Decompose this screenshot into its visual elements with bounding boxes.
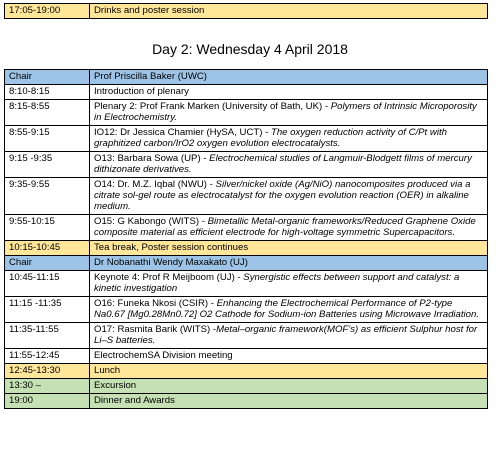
item-cell bbox=[90, 394, 488, 409]
time-cell: Chair bbox=[5, 256, 90, 271]
item-cell bbox=[90, 364, 488, 379]
time-cell: 13:30 – bbox=[5, 379, 90, 394]
item-cell bbox=[90, 323, 488, 349]
item-text: Dr Nobanathi Wendy Maxakato (UJ) bbox=[94, 257, 248, 268]
time-cell: 10:15-10:45 bbox=[5, 241, 90, 256]
item-cell bbox=[90, 85, 488, 100]
time-cell: 8:55-9:15 bbox=[5, 126, 90, 152]
schedule-row bbox=[5, 152, 488, 178]
item-text: O15: G Kabongo (WITS) - bbox=[94, 216, 208, 227]
item-text: Prof Priscilla Baker (UWC) bbox=[94, 71, 208, 82]
time-cell: 9:55-10:15 bbox=[5, 215, 90, 241]
item-cell bbox=[90, 215, 488, 241]
schedule-row bbox=[5, 100, 488, 126]
item-cell: Drinks and poster session bbox=[90, 4, 488, 19]
item-text: O16: Funeka Nkosi (CSIR) - bbox=[94, 298, 217, 309]
item-cell bbox=[90, 241, 488, 256]
schedule-row bbox=[5, 297, 488, 323]
schedule-row bbox=[5, 215, 488, 241]
time-cell: 17:05-19:00 bbox=[5, 4, 90, 19]
item-title: Polymers of Intrinsic Microporosity in Electrochemistry. bbox=[94, 101, 477, 123]
item-cell bbox=[90, 70, 488, 85]
item-cell bbox=[90, 152, 488, 178]
schedule-row bbox=[5, 85, 488, 100]
time-cell: 11:15 -11:35 bbox=[5, 297, 90, 323]
item-text: Keynote 4: Prof R Meijboom (UJ) - bbox=[94, 272, 244, 283]
item-text: Dinner and Awards bbox=[94, 395, 175, 406]
item-cell bbox=[90, 126, 488, 152]
item-text: Excursion bbox=[94, 380, 137, 391]
time-cell: 19:00 bbox=[5, 394, 90, 409]
item-title: Electrochemical studies of Langmuir-Blodgett films of mercury dithizonate derivatives. bbox=[94, 153, 472, 175]
item-cell bbox=[90, 100, 488, 126]
time-cell: 11:55-12:45 bbox=[5, 349, 90, 364]
schedule-row bbox=[5, 271, 488, 297]
time-cell: 9:15 -9:35 bbox=[5, 152, 90, 178]
time-cell: 8:10-8:15 bbox=[5, 85, 90, 100]
time-cell: 8:15-8:55 bbox=[5, 100, 90, 126]
item-title: Synergistic effects between support and catalyst: a kinetic investigation bbox=[94, 272, 460, 294]
item-title: The oxygen reduction activity of C/Pt with graphitized carbon/IrO2 oxygen evolution electrocatalysts. bbox=[94, 127, 447, 149]
item-text: Tea break, Poster session continues bbox=[94, 242, 249, 253]
schedule-row bbox=[5, 394, 488, 409]
item-cell bbox=[90, 178, 488, 215]
item-cell bbox=[90, 256, 488, 271]
time-cell: 12:45-13:30 bbox=[5, 364, 90, 379]
item-cell bbox=[90, 271, 488, 297]
previous-day-table bbox=[4, 3, 488, 19]
time-cell: Chair bbox=[5, 70, 90, 85]
schedule-row bbox=[5, 323, 488, 349]
time-cell: 10:45-11:15 bbox=[5, 271, 90, 297]
item-text: ElectrochemSA Division meeting bbox=[94, 350, 233, 361]
item-text: Plenary 2: Prof Frank Marken (University of Bath, UK) - bbox=[94, 101, 331, 112]
schedule-row bbox=[5, 379, 488, 394]
time-cell: 9:35-9:55 bbox=[5, 178, 90, 215]
day-title: Day 2: Wednesday 4 April 2018 bbox=[152, 41, 348, 57]
schedule-row bbox=[5, 364, 488, 379]
item-text: Lunch bbox=[94, 365, 121, 376]
item-title: Silver/nickel oxide (Ag/NiO) nanocomposites produced via a citrate sol-gel route as electrocatalyst for the oxygen evolution reaction (OER) in alkaline medium. bbox=[94, 179, 471, 212]
schedule-row bbox=[5, 70, 488, 85]
item-cell bbox=[90, 297, 488, 323]
item-title: Metal–organic framework(MOF’s) as efficient Sulphur host for Li–S batteries. bbox=[94, 324, 478, 346]
item-cell bbox=[90, 349, 488, 364]
schedule-row bbox=[5, 178, 488, 215]
time-cell: 11:35-11:55 bbox=[5, 323, 90, 349]
item-text: O13: Barbara Sowa (UP) - bbox=[94, 153, 210, 164]
schedule-row bbox=[5, 241, 488, 256]
item-title: Enhancing the Electrochemical Performance of P2-type Na0.67 [Mg0.28Mn0.72] O2 Cathode for Sodium-ion Batteries using Microwave Irradiation. bbox=[94, 298, 480, 320]
item-text: O14: Dr. M.Z. Iqbal (NWU) - bbox=[94, 179, 216, 190]
item-cell bbox=[90, 379, 488, 394]
item-text: IO12: Dr Jessica Chamier (HySA, UCT) - bbox=[94, 127, 271, 138]
schedule-row bbox=[5, 126, 488, 152]
schedule-body bbox=[5, 70, 488, 409]
day-2-schedule-table bbox=[4, 69, 488, 409]
schedule-row bbox=[5, 4, 488, 19]
item-title: Bimetallic Metal-organic frameworks/Reduced Graphene Oxide composite material as efficient electrode for high-voltage symmetric Supercapacitors. bbox=[94, 216, 476, 238]
schedule-row bbox=[5, 256, 488, 271]
item-text: Introduction of plenary bbox=[94, 86, 189, 97]
item-text: O17: Rasmita Barik (WITS) - bbox=[94, 324, 217, 335]
schedule-row bbox=[5, 349, 488, 364]
